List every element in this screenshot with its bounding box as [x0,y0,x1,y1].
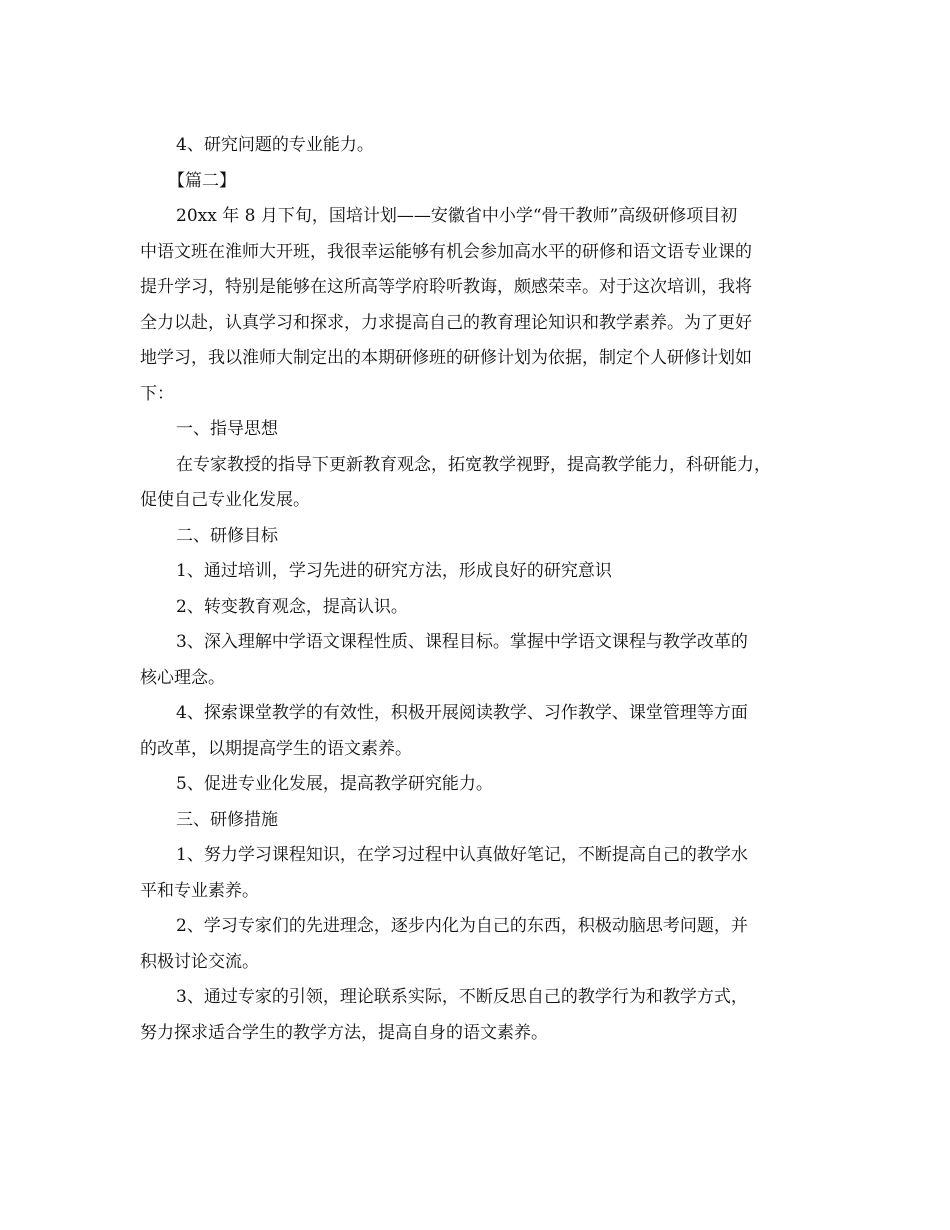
text-line: 一、指导思想 [176,419,278,439]
text-line: 积极讨论交流。 [140,951,259,972]
text-line: 努力探求适合学生的教学方法，提高自身的语文素养。 [140,1022,548,1043]
text-line: 核心理念。 [140,667,225,688]
text-line: 2、转变教育观念，提高认识。 [176,596,408,617]
text-line: 在专家教授的指导下更新教育观念，拓宽教学视野，提高教学能力，科研能力， [176,454,771,475]
text-line: 1、努力学习课程知识，在学习过程中认真做好笔记，不断提高自己的教学水 [176,845,748,865]
text-line: 4、探索课堂教学的有效性，积极开展阅读教学、习作教学、课堂管理等方面 [176,703,748,723]
text-line: 三、研修措施 [176,809,278,830]
text-line: 全力以赴，认真学习和探求，力求提高自己的教育理论知识和教学素养。为了更好 [140,312,752,333]
text-line: 二、研修目标 [176,525,278,546]
text-line: 提升学习，特别是能够在这所高等学府聆听教诲，颇感荣幸。对于这次培训，我将 [140,277,752,297]
text-line: 2、学习专家们的先进理念，逐步内化为自己的东西，积极动脑思考问题，并 [176,916,748,936]
text-line: 3、深入理解中学语文课程性质、课程目标。掌握中学语文课程与教学改革的 [176,632,748,652]
text-line: 下： [140,383,174,404]
text-line: 地学习，我以淮师大制定出的本期研修班的研修计划为依据，制定个人研修计划如 [140,348,752,368]
text-line: 平和专业素养。 [140,880,259,901]
text-line: 【篇二】 [168,170,236,191]
text-line: 20xx 年 8 月下旬，国培计划——安徽省中小学“骨干教师”高级研修项目初 [176,206,738,226]
text-line: 3、通过专家的引领，理论联系实际，不断反思自己的教学行为和教学方式， [176,987,748,1007]
text-line: 的改革，以期提高学生的语文素养。 [140,738,412,759]
text-line: 5、促进专业化发展，提高教学研究能力。 [176,774,493,794]
text-line: 中语文班在淮师大开班，我很幸运能够有机会参加高水平的研修和语文语专业课的 [140,241,752,262]
text-line: 4、研究问题的专业能力。 [176,135,374,155]
text-line: 促使自己专业化发展。 [140,490,310,510]
text-line: 1、通过培训，学习先进的研究方法，形成良好的研究意识 [176,561,612,581]
document-body [140,128,840,1051]
